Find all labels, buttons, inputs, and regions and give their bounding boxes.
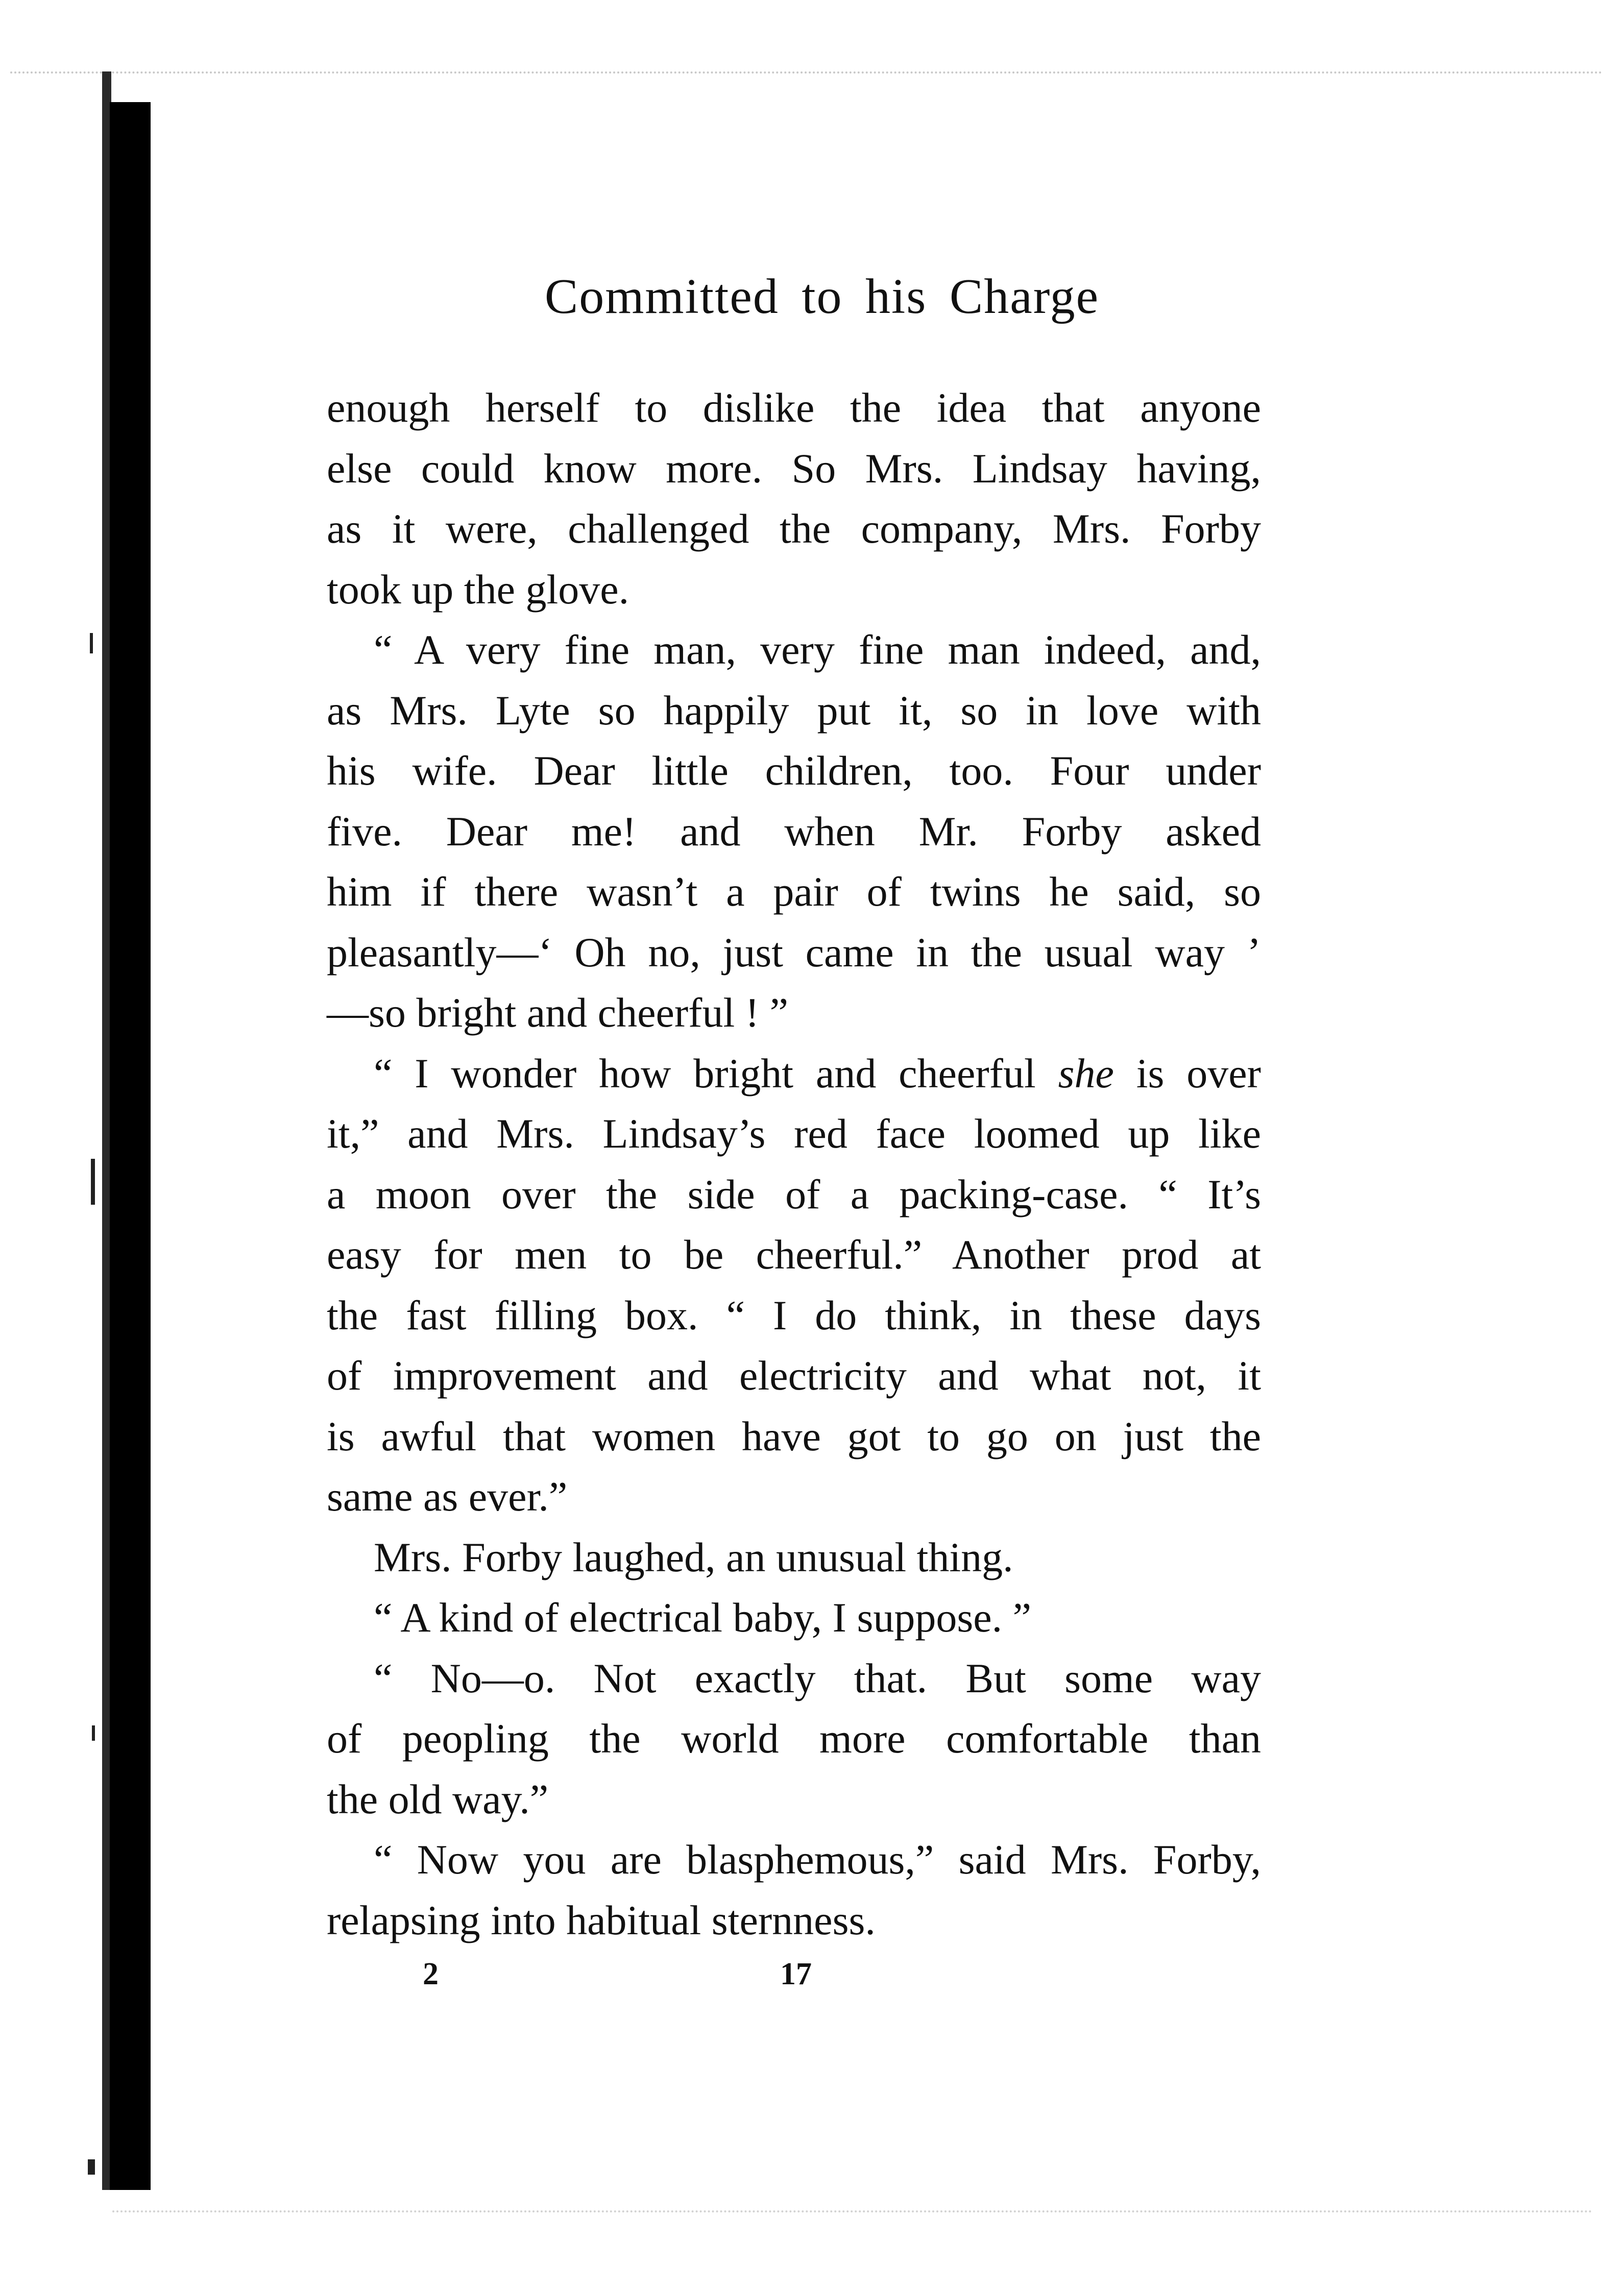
text-line: relapsing into habitual sternness.	[327, 1896, 876, 1943]
text-line: is awful that women have got to go on just the	[327, 1413, 1261, 1459]
text-line: as Mrs. Lyte so happily put it, so in love with	[327, 687, 1261, 734]
text-line: took up the glove.	[327, 566, 629, 613]
text-line: Mrs. Forby laughed, an unusual thing.	[374, 1533, 1013, 1580]
text-line-mixed	[327, 1043, 1261, 1104]
text-line: —so bright and cheerful ! ”	[327, 989, 788, 1036]
text-segment: is over	[1113, 1050, 1261, 1097]
text-line: same as ever.”	[327, 1473, 568, 1520]
scan-speck	[90, 633, 93, 653]
text-segment: “ I wonder how bright and cheerful	[374, 1050, 1058, 1097]
text-line: of improvement and electricity and what not, it	[327, 1352, 1261, 1399]
text-line: five. Dear me! and when Mr. Forby asked	[327, 808, 1261, 855]
book-binding-strip	[110, 102, 151, 2190]
scan-top-edge	[10, 71, 1603, 74]
text-line: “ A very fine man, very fine man indeed, and,	[374, 626, 1261, 673]
text-line: it,” and Mrs. Lindsay’s red face loomed up like	[327, 1110, 1261, 1157]
scan-speck	[91, 1159, 95, 1205]
text-line: as it were, challenged the company, Mrs. Forby	[327, 505, 1261, 552]
italic-word: she	[1058, 1050, 1114, 1097]
text-line: pleasantly—‘ Oh no, just came in the usual way ’	[327, 929, 1261, 976]
text-line: a moon over the side of a packing-case. “ It’s	[327, 1171, 1261, 1217]
signature-mark: 2	[423, 1957, 439, 1991]
scan-bottom-edge	[112, 2210, 1593, 2212]
text-line: his wife. Dear little children, too. Four under	[327, 747, 1261, 794]
text-line: “ Now you are blasphemous,” said Mrs. Forby,	[374, 1836, 1261, 1883]
body-text	[327, 378, 1261, 1951]
page-number: 17	[780, 1957, 812, 1991]
text-line: enough herself to dislike the idea that anyone	[327, 384, 1261, 431]
text-line: else could know more. So Mrs. Lindsay having,	[327, 445, 1261, 492]
scan-speck	[92, 1725, 95, 1741]
text-line: easy for men to be cheerful.” Another prod at	[327, 1231, 1261, 1278]
text-line: of peopling the world more comfortable than	[327, 1715, 1261, 1762]
scan-speck	[88, 2159, 95, 2175]
text-line: the old way.”	[327, 1775, 549, 1822]
text-line: him if there wasn’t a pair of twins he said, so	[327, 868, 1261, 915]
text-line: “ A kind of electrical baby, I suppose. ”	[374, 1594, 1032, 1641]
text-line: the fast filling box. “ I do think, in these days	[327, 1292, 1261, 1338]
text-line: “ No—o. Not exactly that. But some way	[374, 1654, 1261, 1701]
running-head: Committed to his Charge	[544, 269, 1100, 324]
